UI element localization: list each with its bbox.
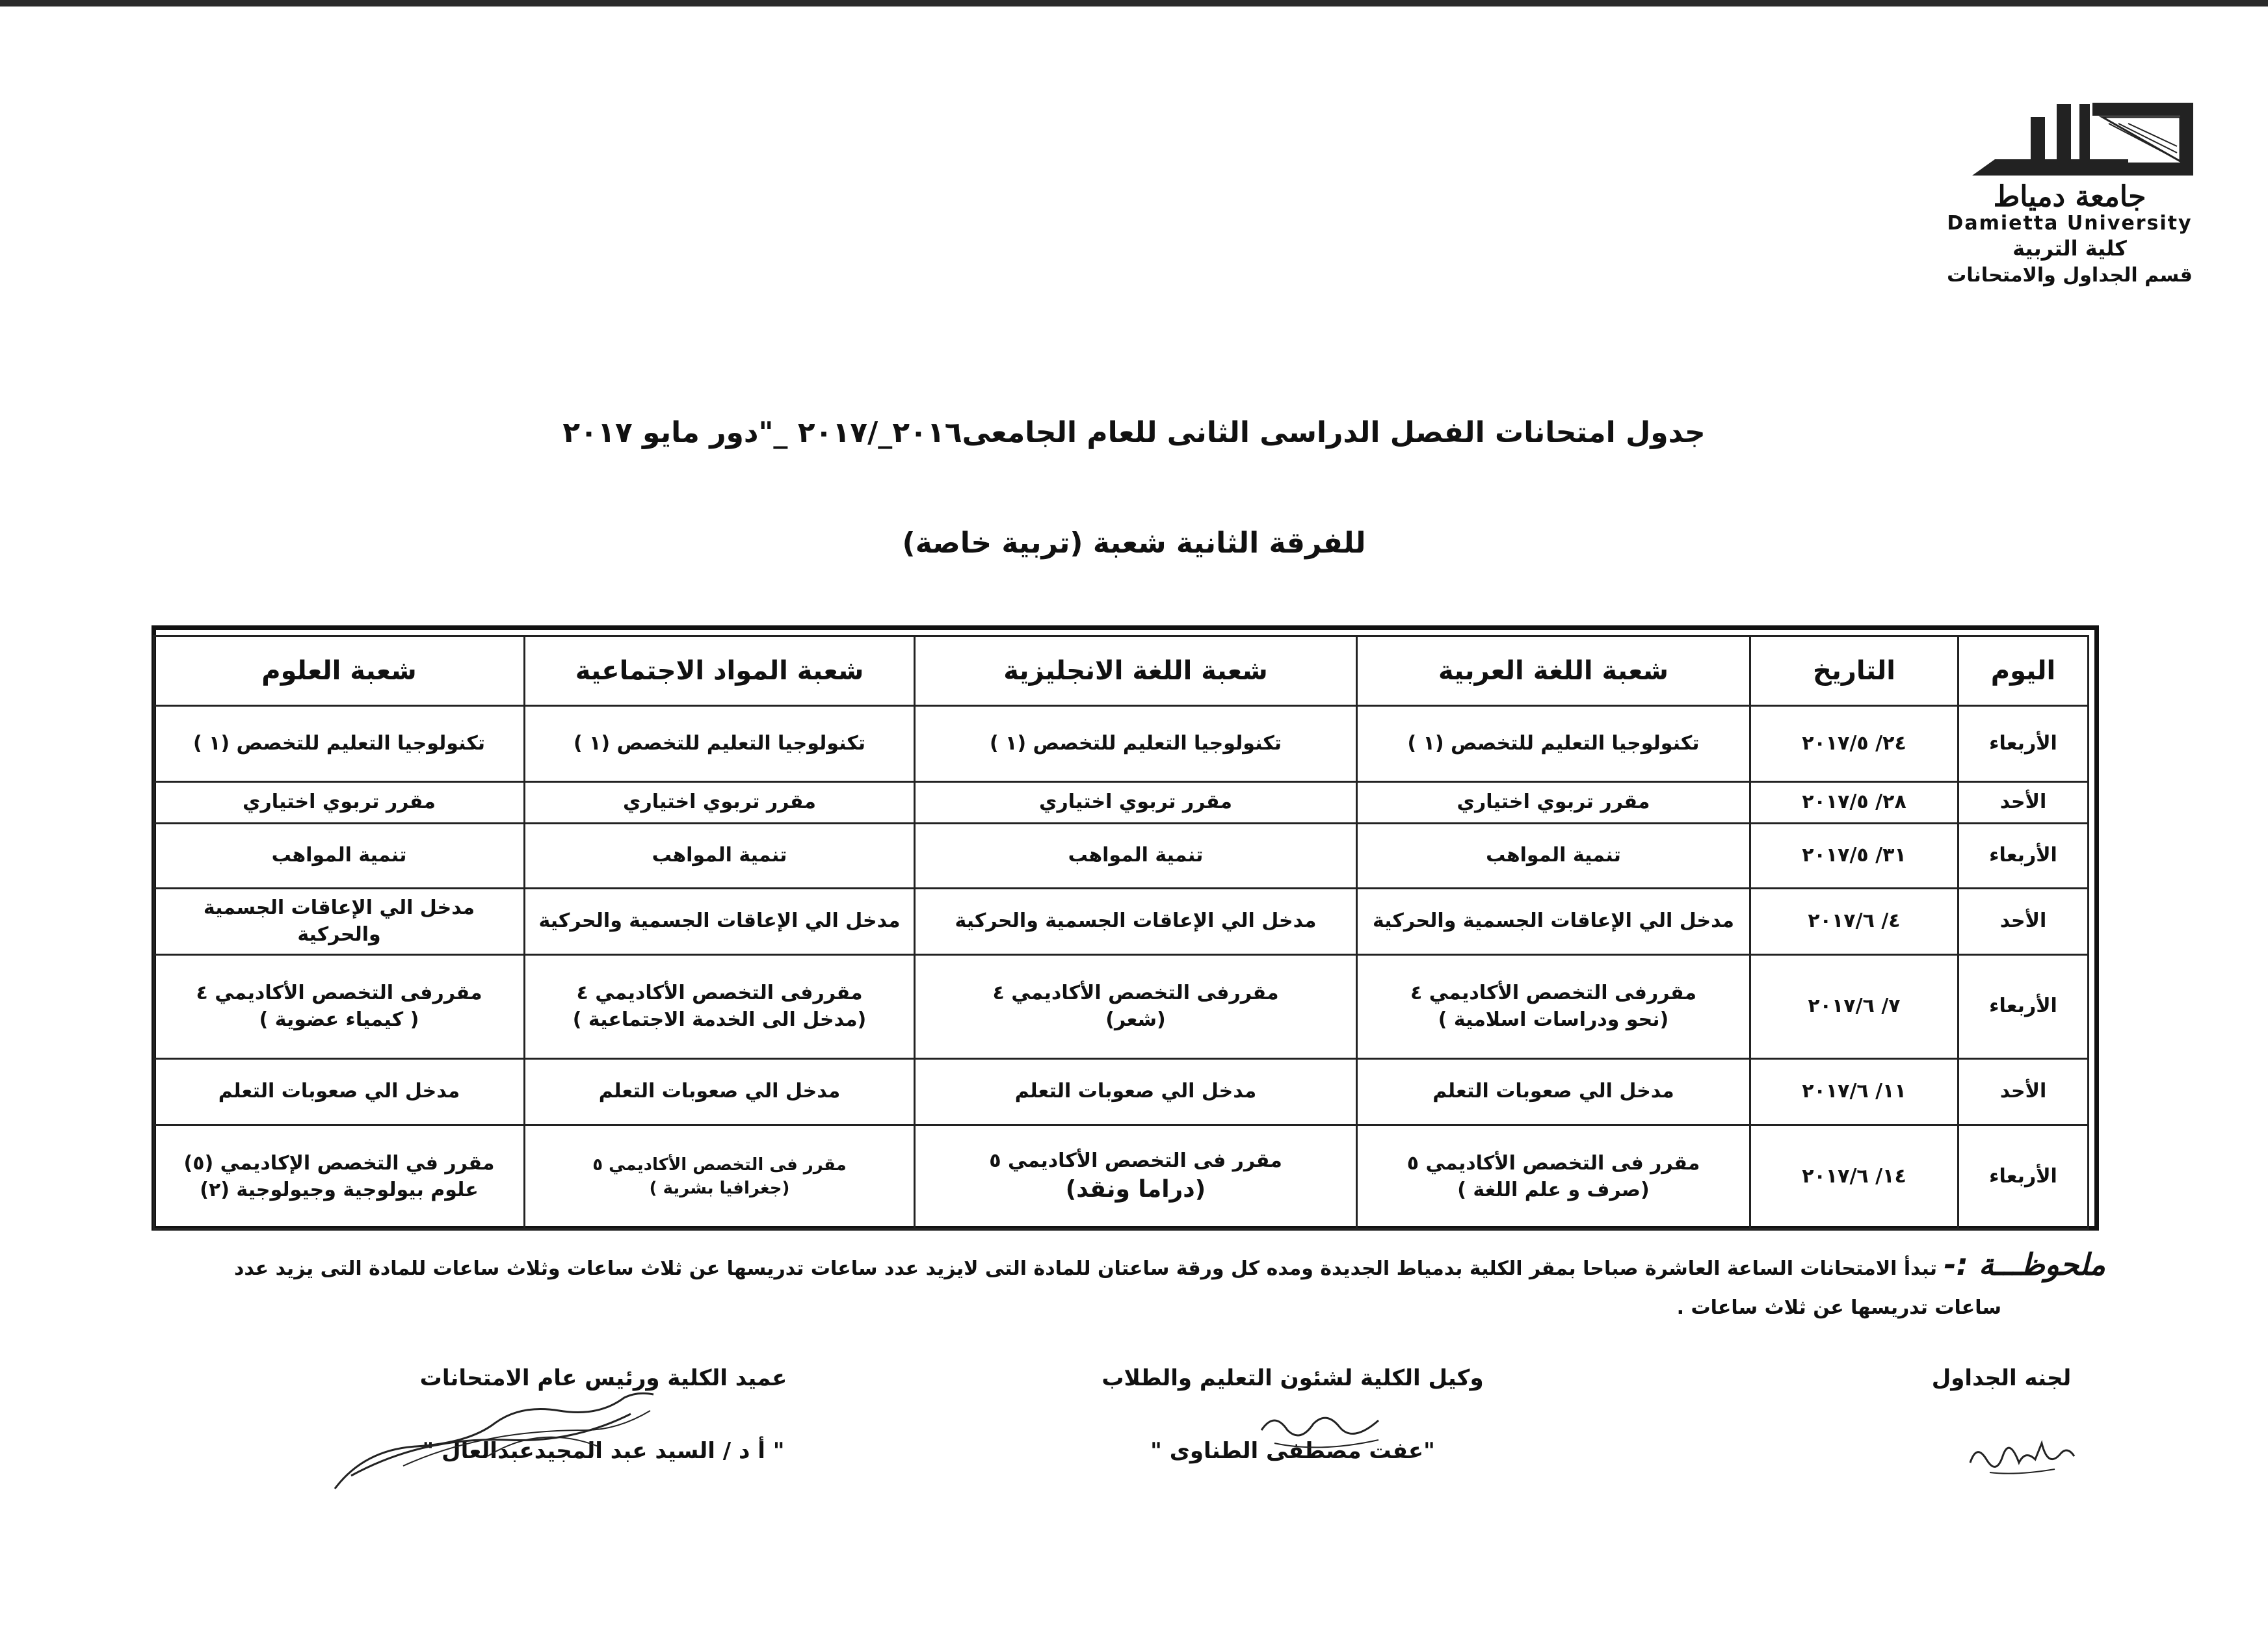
english-exam-cell: [915, 824, 1357, 889]
exam-subject: مقرر تربوي اختياري: [1039, 790, 1232, 814]
exam-subject: مدخل الي الإعاقات الجسمية والحركية: [955, 909, 1317, 933]
table-row: [154, 1059, 2089, 1125]
exam-subject: تنمية المواهب: [1068, 844, 1204, 867]
university-name-arabic: جامعة دمياط: [1993, 180, 2146, 213]
date-cell: ٢٤/ ٢٠١٧/٥: [1750, 706, 1958, 782]
exam-subject: مدخل الي الإعاقات الجسمية والحركية: [538, 909, 901, 933]
arabic-exam-cell: [1357, 1125, 1750, 1229]
exam-subject: تكنولوجيا التعليم للتخصص (١ ): [1407, 731, 1700, 755]
header-social-branch: شعبة المواد الاجتماعية: [525, 636, 915, 706]
exam-subject: تكنولوجيا التعليم للتخصص (١ ): [192, 731, 486, 755]
arabic-exam-cell: [1357, 889, 1750, 955]
english-exam-cell: [915, 889, 1357, 955]
committee-role: لجنه الجداول: [1931, 1365, 2072, 1391]
exam-subject: مقررفى التخصص الأكاديمي ٤: [992, 982, 1279, 1004]
department-name: قسم الجداول والامتحانات: [1947, 263, 2193, 287]
header-date: التاريخ: [1750, 636, 1958, 706]
day-cell: الأحد: [1958, 782, 2089, 824]
arabic-exam-cell: [1357, 955, 1750, 1059]
day-cell: الأحد: [1958, 1059, 2089, 1125]
exam-subject: مدخل الي صعوبات التعلم: [218, 1080, 460, 1103]
table-row: [154, 1125, 2089, 1229]
header-day: اليوم: [1958, 636, 2089, 706]
committee-handwritten-signature-icon: [1964, 1424, 2081, 1482]
exam-subject: تكنولوجيا التعليم للتخصص (١ ): [989, 731, 1282, 755]
science-exam-cell: [154, 1059, 525, 1125]
science-exam-cell: [154, 889, 525, 955]
science-exam-cell: [154, 955, 525, 1059]
exam-subject-detail: ( كيمياء عضوية ): [259, 1008, 419, 1031]
exam-subject: مدخل الي صعوبات التعلم: [598, 1080, 841, 1103]
vice-dean-name: "عفت مصطفى الطناوى ": [1150, 1438, 1435, 1464]
date-cell: ١١/ ٢٠١٧/٦: [1750, 1059, 1958, 1125]
table-row: [154, 824, 2089, 889]
exam-subject: مقرر فى التخصص الأكاديمي ٥: [592, 1155, 847, 1175]
table-row: [154, 955, 2089, 1059]
date-cell: ٤/ ٢٠١٧/٦: [1750, 889, 1958, 955]
exam-subject: مقررفى التخصص الأكاديمي ٤: [196, 982, 482, 1004]
english-exam-cell: [915, 955, 1357, 1059]
exam-subject: مقررفى التخصص الأكاديمي ٤: [1410, 982, 1697, 1004]
table-row: [154, 782, 2089, 824]
exam-subject-detail: (صرف و علم اللغة ): [1457, 1178, 1650, 1201]
university-logo-icon: [1933, 98, 2206, 182]
exam-subject: مقرر تربوي اختياري: [623, 790, 816, 814]
exam-subject: مقرر تربوي اختياري: [243, 790, 436, 814]
schedule-subtitle: للفرقة الثانية شعبة (تربية خاصة): [902, 527, 1366, 560]
social-exam-cell: [525, 706, 915, 782]
exam-subject: تكنولوجيا التعليم للتخصص (١ ): [573, 731, 866, 755]
faculty-name: كلية التربية: [2012, 236, 2127, 261]
exam-subject: مدخل الي الإعاقات الجسمية والحركية: [203, 896, 475, 946]
date-cell: ٧/ ٢٠١٧/٦: [1750, 955, 1958, 1059]
social-exam-cell: [525, 955, 915, 1059]
top-border-rule: [0, 0, 2268, 7]
date-cell: ٢٨/ ٢٠١٧/٥: [1750, 782, 1958, 824]
exam-subject-detail: (شعر): [1105, 1008, 1166, 1031]
exam-note: [161, 1238, 2105, 1325]
note-text-line2: ساعات تدريسها عن ثلاث ساعات .: [1676, 1296, 2001, 1319]
vice-dean-role: وكيل الكلية لشئون التعليم والطلاب: [1101, 1365, 1484, 1391]
day-cell: الأربعاء: [1958, 824, 2089, 889]
arabic-exam-cell: [1357, 824, 1750, 889]
university-header: [1923, 98, 2216, 288]
exam-subject: تنمية المواهب: [271, 844, 407, 867]
exam-subject-detail: علوم بيولوجية وجيولوجية (٢): [200, 1178, 479, 1201]
header-science-branch: شعبة العلوم: [154, 636, 525, 706]
header-english-branch: شعبة اللغة الانجليزية: [915, 636, 1357, 706]
date-cell: ٣١/ ٢٠١٧/٥: [1750, 824, 1958, 889]
social-exam-cell: [525, 824, 915, 889]
exam-subject: مقررفى التخصص الأكاديمي ٤: [576, 982, 863, 1004]
science-exam-cell: [154, 824, 525, 889]
english-exam-cell: [915, 1125, 1357, 1229]
signature-vice-dean: [1046, 1365, 1540, 1464]
exam-schedule-table-frame: [152, 625, 2099, 1231]
social-exam-cell: [525, 1125, 915, 1229]
social-exam-cell: [525, 1059, 915, 1125]
english-exam-cell: [915, 706, 1357, 782]
dean-role: عميد الكلية ورئيس عام الامتحانات: [419, 1365, 787, 1391]
day-cell: الأربعاء: [1958, 955, 2089, 1059]
science-exam-cell: [154, 1125, 525, 1229]
schedule-title: جدول امتحانات الفصل الدراسى الثانى للعام الجامعى٢٠١٦_/٢٠١٧ _"دور مايو ٢٠١٧: [562, 416, 1706, 449]
science-exam-cell: [154, 706, 525, 782]
table-row: [154, 706, 2089, 782]
exam-subject: مقرر فى التخصص الأكاديمي ٥: [989, 1149, 1282, 1172]
signature-dean: [356, 1365, 850, 1464]
english-exam-cell: [915, 1059, 1357, 1125]
exam-subject-detail: (مدخل الى الخدمة الاجتماعية ): [572, 1008, 867, 1031]
header-arabic-branch: شعبة اللغة العربية: [1357, 636, 1750, 706]
exam-subject: مدخل الي صعوبات التعلم: [1014, 1080, 1257, 1103]
exam-subject-detail: (نحو ودراسات اسلامية ): [1438, 1008, 1669, 1031]
exam-subject-detail: (جغرافيا بشرية ): [649, 1178, 790, 1198]
science-exam-cell: [154, 782, 525, 824]
day-cell: الأحد: [1958, 889, 2089, 955]
exam-subject: تنمية المواهب: [1486, 844, 1621, 867]
social-exam-cell: [525, 782, 915, 824]
note-label: ملحوظـــة :-: [1944, 1247, 2105, 1282]
arabic-exam-cell: [1357, 782, 1750, 824]
exam-subject: تنمية المواهب: [652, 844, 787, 867]
arabic-exam-cell: [1357, 706, 1750, 782]
day-cell: الأربعاء: [1958, 706, 2089, 782]
arabic-exam-cell: [1357, 1059, 1750, 1125]
exam-subject: مدخل الي الإعاقات الجسمية والحركية: [1372, 909, 1735, 933]
exam-subject: مدخل الي صعوبات التعلم: [1432, 1080, 1674, 1103]
english-exam-cell: [915, 782, 1357, 824]
signature-committee: [1904, 1365, 2099, 1391]
exam-subject: مقرر في التخصص الإكاديمي (٥): [183, 1152, 495, 1175]
exam-subject: مقرر تربوي اختياري: [1457, 790, 1650, 814]
date-cell: ١٤/ ٢٠١٧/٦: [1750, 1125, 1958, 1229]
day-cell: الأربعاء: [1958, 1125, 2089, 1229]
social-exam-cell: [525, 889, 915, 955]
note-text-line1: تبدأ الامتحانات الساعة العاشرة صباحا بمقر الكلية بدمياط الجديدة ومده كل ورقة ساعتان للمادة التى لايزيد عدد ساعات تدريسها عن ثلاث ساعات وثلاث ساعات للمادة التى يزيد عدد: [233, 1257, 1938, 1280]
university-name-english: Damietta University: [1947, 212, 2193, 235]
exam-subject: مقرر فى التخصص الأكاديمي ٥: [1406, 1152, 1700, 1175]
exam-schedule-table: [153, 635, 2089, 1230]
exam-subject-detail: (دراما ونقد): [1065, 1176, 1206, 1203]
dean-name: " أ د / السيد عبد المجيدعبدالعال ": [422, 1438, 785, 1464]
table-header-row: [154, 636, 2089, 706]
table-row: [154, 889, 2089, 955]
